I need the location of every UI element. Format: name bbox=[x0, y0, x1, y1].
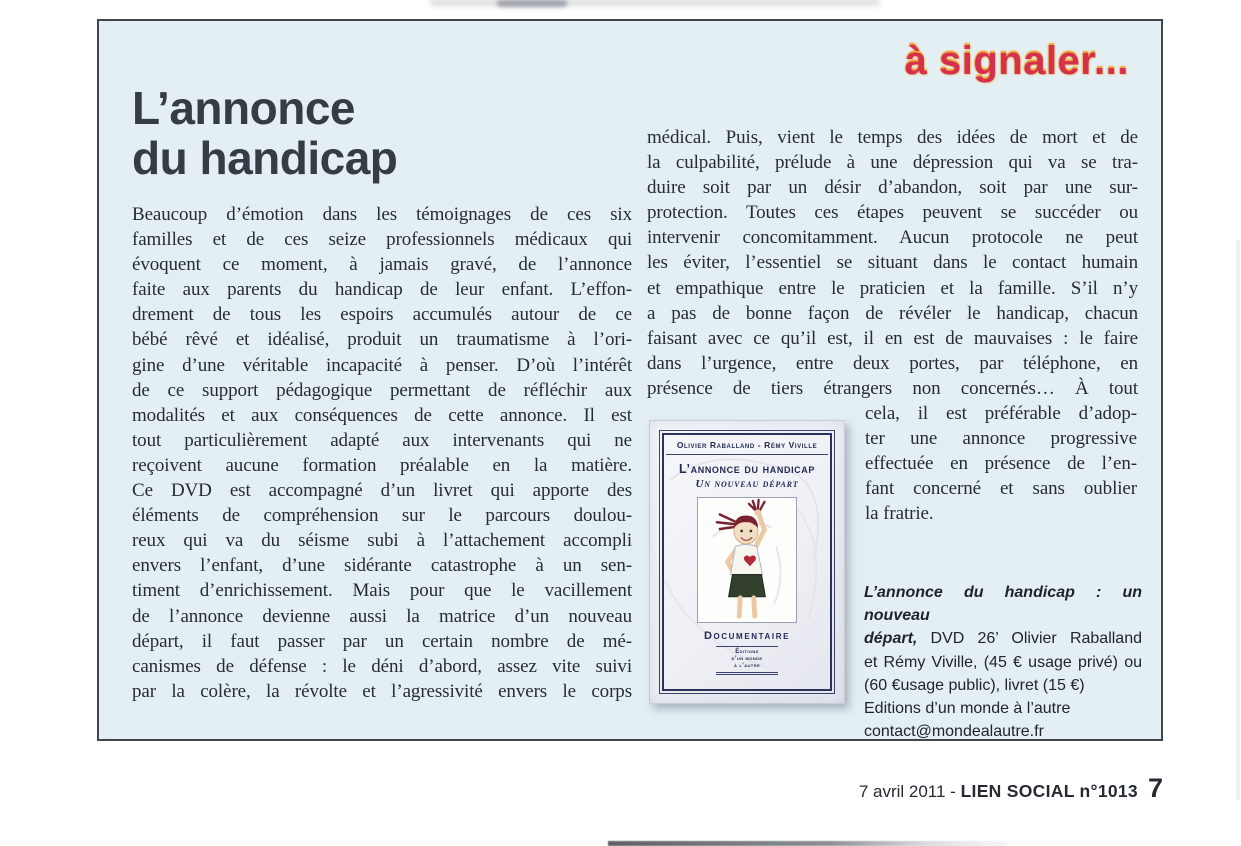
text-line: modalités et aux conséquences de cette annonce. Il est bbox=[132, 404, 632, 426]
footer-date: 7 avril 2011 - bbox=[858, 782, 961, 801]
page-footer bbox=[859, 773, 1163, 804]
footer-page-number: 7 bbox=[1147, 773, 1163, 803]
article-left-column bbox=[132, 202, 632, 704]
cover-authors: Olivier Raballand - Rémy Viville bbox=[666, 435, 828, 455]
text-line: bébé rêvé et idéalisé, produit un traumatisme à l’ori- bbox=[132, 329, 632, 351]
cover-genre: Documentaire bbox=[703, 630, 791, 642]
text-line: dans l’urgence, entre deux portes, par téléphone, en bbox=[647, 352, 1138, 374]
cover-subtitle: Un nouveau départ bbox=[695, 478, 799, 490]
girl-illustration bbox=[698, 498, 796, 622]
dvd-caption bbox=[864, 581, 1142, 743]
text-line: Éditions bbox=[735, 649, 759, 655]
text-line: L’annonce bbox=[132, 82, 355, 134]
article-right-column bbox=[647, 125, 1138, 401]
text-line: présence de tiers étrangers non concernés… À tout bbox=[647, 377, 1138, 399]
text-line: reux qui va du séisme subi à l’attachement accompli bbox=[132, 530, 632, 552]
text-line: d’un monde bbox=[731, 656, 763, 662]
cover-publisher-logo bbox=[716, 646, 778, 675]
text-line: les éviter, l’essentiel se situant dans le contact humain bbox=[647, 252, 1138, 274]
text-line: du handicap bbox=[132, 132, 398, 184]
caption-publisher: Editions d’un monde à l’autre bbox=[864, 700, 1071, 718]
text-line: reçoivent aucune formation préalable en la matière. bbox=[132, 454, 632, 476]
text-line: familles et de ces seize professionnels médicaux qui bbox=[132, 229, 632, 251]
text-line: effectuée en présence de l’en- bbox=[865, 453, 1137, 475]
text-line: a pas de bonne façon de révéler le handicap, chacun bbox=[647, 302, 1138, 324]
text-line: Beaucoup d’émotion dans les témoignages de ces six bbox=[132, 204, 632, 225]
text-line: fant concerné et sans oublier bbox=[865, 478, 1137, 500]
text-line: Ce DVD est accompagné d’un livret qui apporte des bbox=[132, 480, 632, 502]
section-header: à signaler... bbox=[904, 39, 1129, 83]
caption-credits: DVD 26’ Olivier Raballand bbox=[917, 630, 1142, 648]
text-line: protection. Toutes ces étapes peuvent se succéder ou bbox=[647, 202, 1138, 224]
caption-title-part2: départ, bbox=[864, 630, 918, 648]
text-line: médical. Puis, vient le temps des idées de mort et de bbox=[647, 127, 1138, 148]
caption-authors-price: et Rémy Viville, (45 € usage privé) ou bbox=[864, 653, 1142, 671]
text-line: tout particulièrement adapté aux intervenants qui ne bbox=[132, 429, 632, 451]
article-title bbox=[132, 83, 397, 183]
text-line: la culpabilité, prélude à une dépression qui va se tra- bbox=[647, 152, 1138, 174]
scan-artifact-right-edge bbox=[1237, 240, 1239, 800]
text-line: intervenir concomitamment. Aucun protocole ne peut bbox=[647, 227, 1138, 249]
text-line: gine d’une véritable incapacité à penser. D’où l’intérêt bbox=[132, 354, 632, 376]
caption-title-part1: L’annonce du handicap : un nouveau bbox=[864, 584, 1142, 625]
text-line: à l’autre bbox=[733, 663, 761, 669]
article-sheet bbox=[97, 19, 1163, 741]
text-line: évoquent ce moment, à jamais gravé, de l’annonce bbox=[132, 254, 632, 276]
article-wrap-column bbox=[865, 401, 1137, 526]
text-line: éléments de compréhension sur le parcours doulou- bbox=[132, 505, 632, 527]
text-line: ter une annonce progressive bbox=[865, 428, 1137, 450]
footer-journal-name: LIEN SOCIAL n°1013 bbox=[960, 781, 1138, 801]
cover-title: L’annonce du handicap bbox=[679, 462, 815, 476]
scan-artifact-top-dark bbox=[497, 0, 567, 7]
caption-contact-email: contact@mondealautre.fr bbox=[864, 723, 1044, 741]
text-line: la fratrie. bbox=[865, 503, 934, 525]
text-line: de ce support pédagogique permettant de réfléchir aux bbox=[132, 379, 632, 401]
text-line: drement de tous les espoirs accumulés autour de ce bbox=[132, 304, 632, 326]
text-line: timent d’enrichissement. Mais pour que le vacillement bbox=[132, 580, 632, 602]
cover-outer-frame bbox=[659, 430, 835, 694]
cover-illustration-frame bbox=[697, 497, 797, 623]
text-line: canismes de défense : le déni d’abord, assez vite suivi bbox=[132, 655, 632, 677]
text-line: faite aux parents du handicap de leur enfant. L’effon- bbox=[132, 279, 632, 301]
text-line: et empathique entre le praticien et la famille. S’il n’y bbox=[647, 277, 1138, 299]
text-line: faisant avec ce qu’il est, il en est de mauvaises : le faire bbox=[647, 327, 1138, 349]
caption-price-2: (60 €usage public), livret (15 €) bbox=[864, 676, 1085, 694]
text-line: départ, il faut passer par un certain nombre de mé- bbox=[132, 630, 632, 652]
text-line: envers l’enfant, d’une sidérante catastrophe à un sen- bbox=[132, 555, 632, 577]
scan-artifact-bottom bbox=[608, 841, 1008, 846]
text-line: de l’annonce devienne aussi la matrice d’un nouveau bbox=[132, 605, 632, 627]
dvd-cover bbox=[649, 420, 845, 704]
text-line: duire soit par un désir d’abandon, soit par une sur- bbox=[647, 177, 1138, 199]
text-line: par la colère, la révolte et l’agressivité envers le corps bbox=[132, 680, 632, 702]
text-line: cela, il est préférable d’adop- bbox=[865, 403, 1137, 424]
